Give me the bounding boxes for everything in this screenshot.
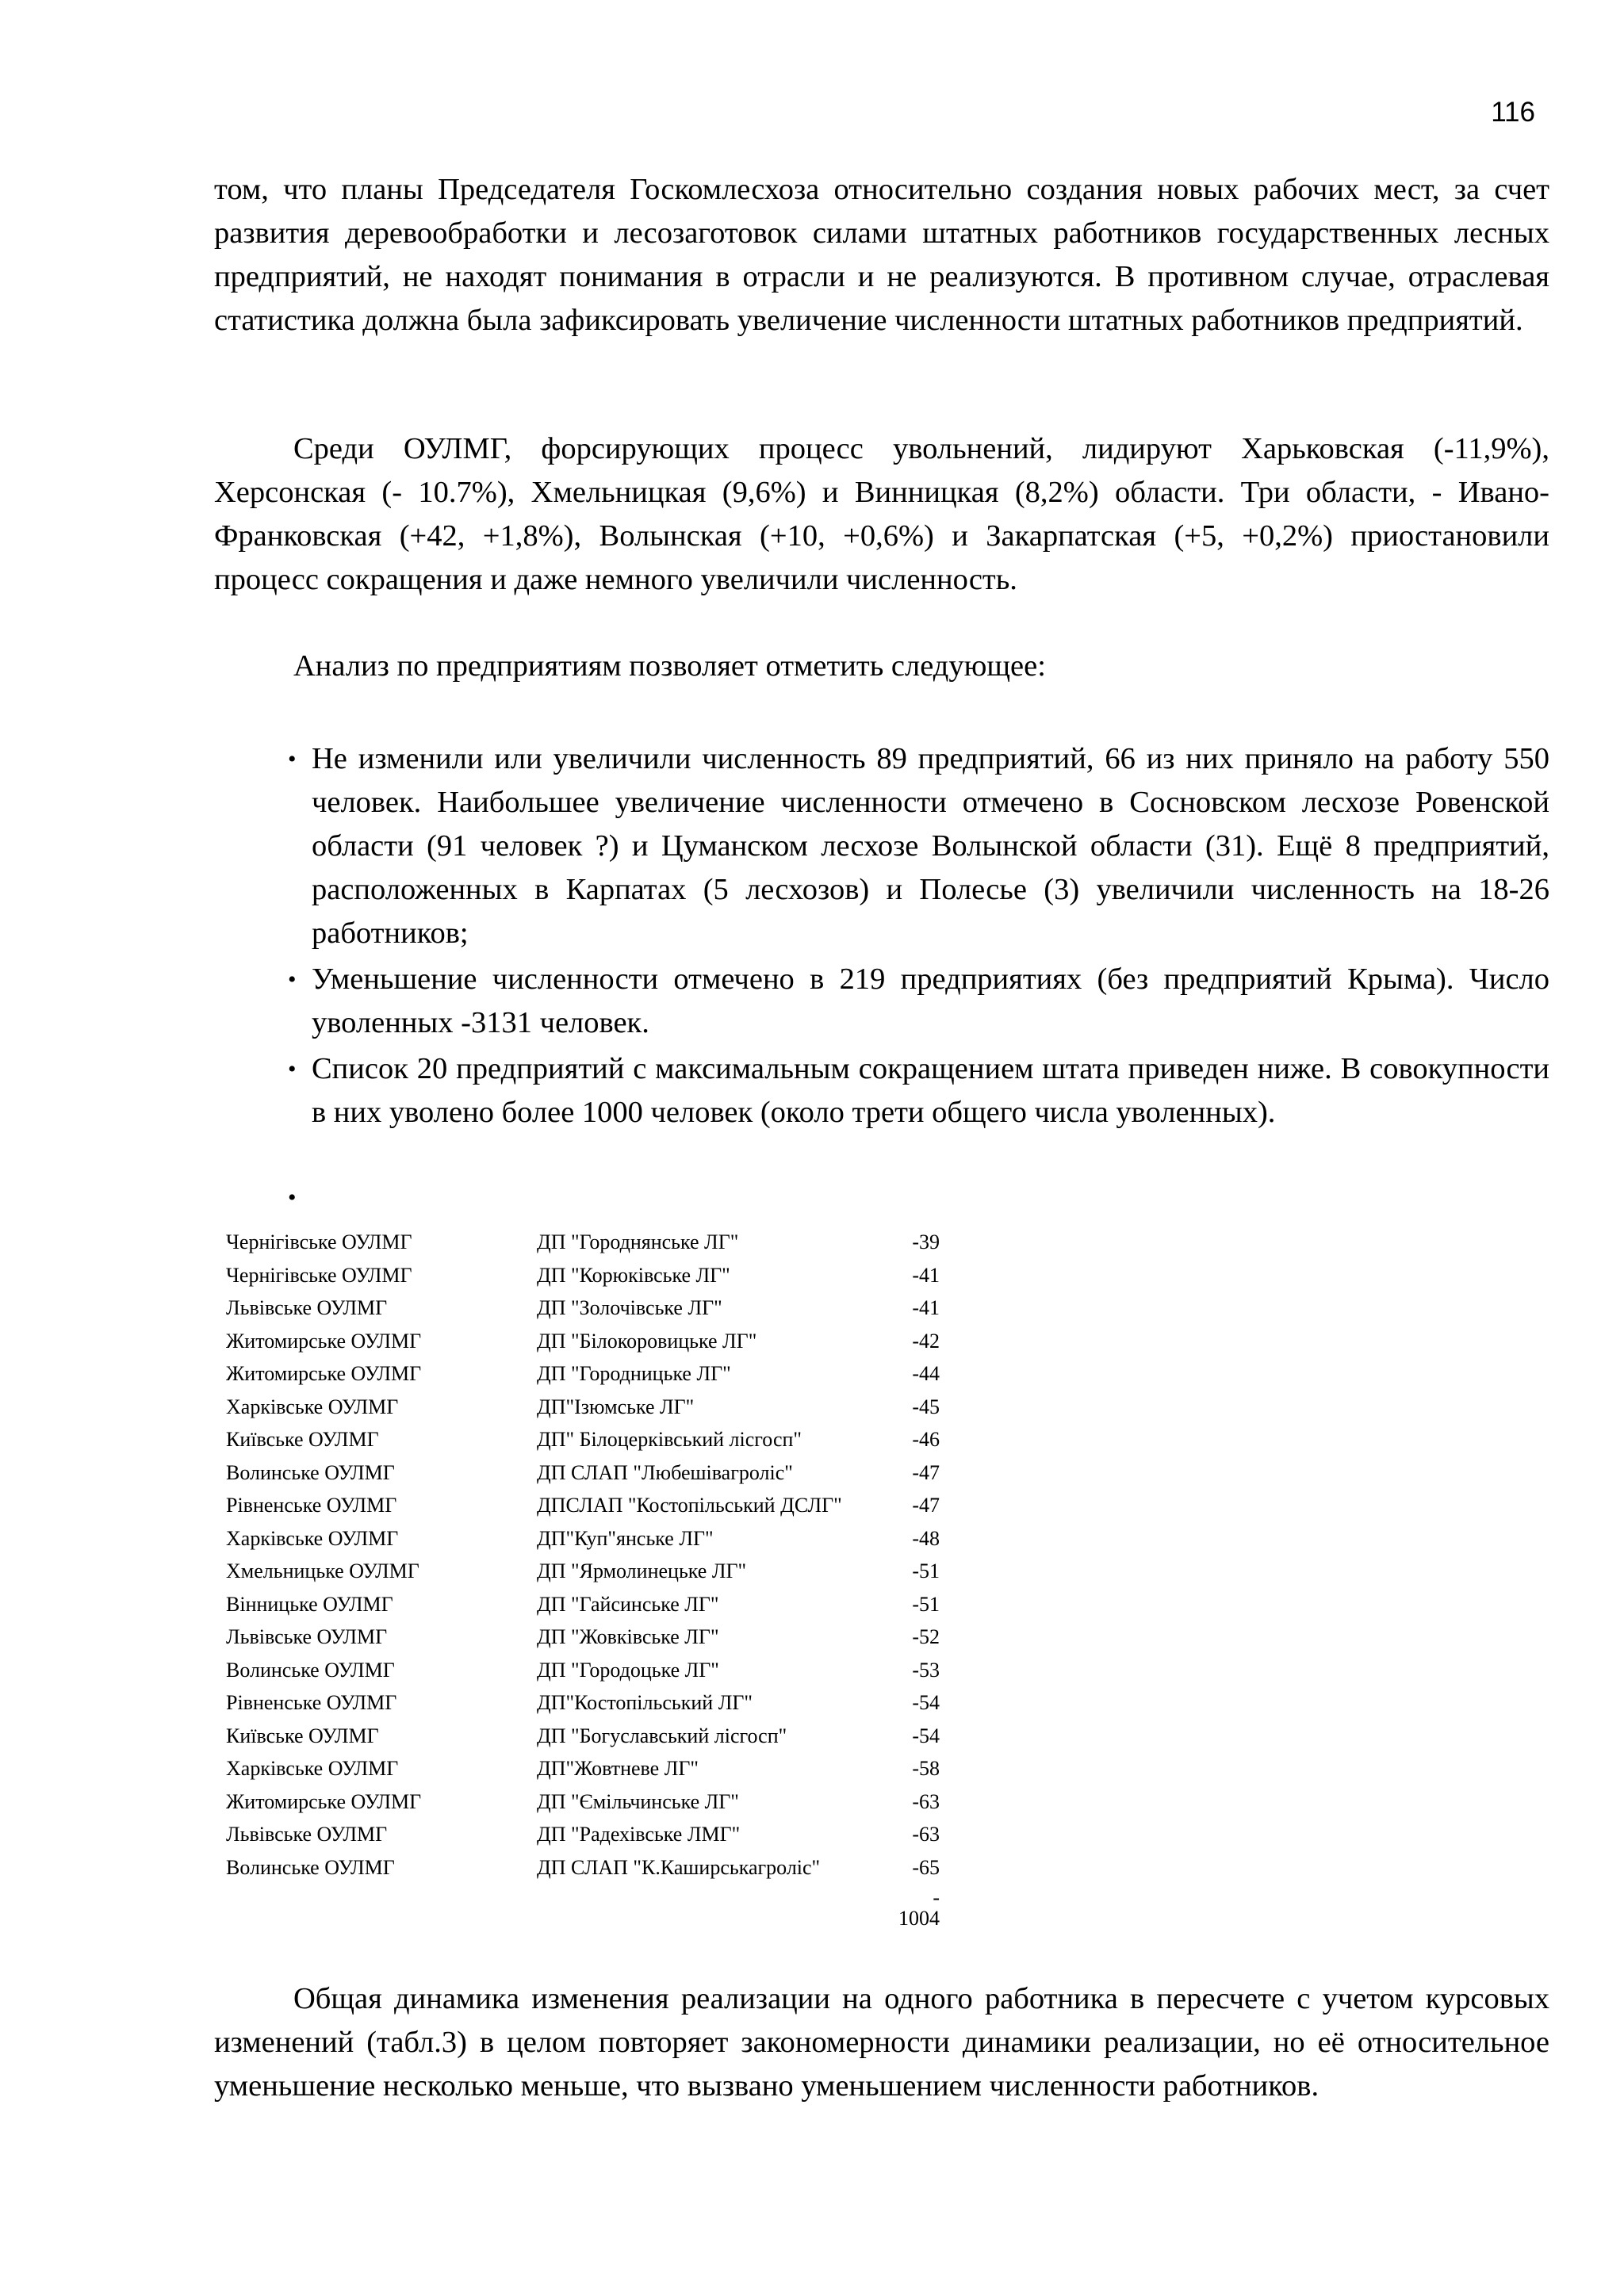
enterprise-cell: ДП" Білоцерківський лісгосп" — [537, 1428, 802, 1451]
region-cell: Київське ОУЛМГ — [226, 1724, 379, 1747]
value-cell: -51 — [912, 1592, 940, 1616]
region-cell: Чернігівське ОУЛМГ — [226, 1230, 412, 1253]
enterprise-cell: ДП "Ярмолинецьке ЛГ" — [537, 1559, 747, 1582]
bullet-text: Список 20 предприятий с максимальным сокращением штата приведен ниже. В совокупности в них уволено более 1000 человек (около трети общего числа уволенных). — [312, 1052, 1549, 1129]
enterprise-cell: ДП "Білокоровицьке ЛГ" — [537, 1329, 757, 1353]
value-cell: -47 — [912, 1494, 940, 1517]
value-cell: -39 — [912, 1230, 940, 1253]
enterprise-cell: ДП "Городнянське ЛГ" — [537, 1230, 739, 1253]
region-cell: Київське ОУЛМГ — [226, 1428, 379, 1451]
table-row — [226, 1259, 940, 1292]
table-row — [226, 1588, 940, 1621]
table-row — [226, 1818, 940, 1851]
region-cell: Харківське ОУЛМГ — [226, 1757, 399, 1780]
paragraph-analysis-heading: Анализ по предприятиям позволяет отметить следующее: — [293, 649, 1046, 683]
region-cell: Рівненське ОУЛМГ — [226, 1691, 397, 1714]
value-cell: -41 — [912, 1296, 940, 1319]
table-row — [226, 1785, 940, 1819]
bullet-icon: • — [288, 1056, 297, 1082]
paragraph-conclusion: Общая динамика изменения реализации на одного работника в пересчете с учетом курсовых изменений (табл.3) в целом повторяет закономерности динамики реализации, но её относительное уменьшение несколько меньше, что вызвано уменьшением численности работников. — [214, 1982, 1549, 2103]
value-cell: -63 — [912, 1789, 940, 1813]
region-cell: Хмельницьке ОУЛМГ — [226, 1559, 419, 1582]
value-cell: -45 — [912, 1395, 940, 1418]
enterprise-cell: ДП"Ізюмське ЛГ" — [537, 1395, 695, 1418]
bullet-icon: • — [288, 966, 297, 993]
table-row — [226, 1720, 940, 1753]
enterprise-cell: ДП"Костопільський ЛГ" — [537, 1691, 753, 1714]
bullet-icon: • — [288, 746, 297, 772]
value-cell: -58 — [912, 1757, 940, 1780]
table-row — [226, 1522, 940, 1556]
total-row — [226, 1884, 940, 1931]
region-cell: Вінницьке ОУЛМГ — [226, 1592, 393, 1616]
value-cell: -47 — [912, 1460, 940, 1484]
bullet-item — [288, 958, 1549, 1045]
total-sign: - — [933, 1886, 940, 1909]
region-cell: Житомирське ОУЛМГ — [226, 1329, 422, 1353]
value-cell: -53 — [912, 1658, 940, 1682]
bullet-text: Уменьшение численности отмечено в 219 предприятиях (без предприятий Крыма). Число уволенных -3131 человек. — [312, 962, 1549, 1039]
value-cell: -46 — [912, 1428, 940, 1451]
table-row — [226, 1357, 940, 1391]
region-cell: Житомирське ОУЛМГ — [226, 1362, 422, 1385]
region-cell: Волинське ОУЛМГ — [226, 1658, 395, 1682]
bullet-item — [288, 1047, 1549, 1135]
table-row — [226, 1423, 940, 1456]
enterprise-cell: ДП "Гайсинське ЛГ" — [537, 1592, 719, 1616]
value-cell: -44 — [912, 1362, 940, 1385]
region-cell: Львівське ОУЛМГ — [226, 1625, 388, 1648]
bullet-item — [288, 737, 1549, 955]
value-cell: -48 — [912, 1526, 940, 1550]
region-cell: Харківське ОУЛМГ — [226, 1526, 399, 1550]
bullet-text: Не изменили или увеличили численность 89 предприятий, 66 из них приняло на работу 550 человек. Наибольшее увеличение численности отмечено в Сосновском лесхозе Ровенской области (91 человек ?) и Цуманском лесхозе Волынской области (31). Ещё 8 предприятий, расположенных в Карпатах (5 лесхозов) и Полесье (3) увеличили численность на 18-26 работников; — [312, 742, 1549, 950]
value-cell: -41 — [912, 1263, 940, 1287]
paragraph-intro: том, что планы Председателя Госкомлесхоза относительно создания новых рабочих мест, за счет развития деревообработки и лесозаготовок силами штатных работников государственных лесных предприятий, не находят понимания в отрасли и не реализуются. В противном случае, отраслевая статистика должна была зафиксировать увеличение численности штатных работников предприятий. — [214, 173, 1549, 337]
enterprise-cell: ДП СЛАП "К.Каширськагроліс" — [537, 1855, 821, 1879]
page-number: 116 — [1491, 97, 1535, 128]
enterprise-cell: ДП"Жовтневе ЛГ" — [537, 1757, 699, 1780]
region-cell: Рівненське ОУЛМГ — [226, 1494, 397, 1517]
value-cell: -54 — [912, 1724, 940, 1747]
table-row — [226, 1456, 940, 1490]
value-cell: -65 — [912, 1855, 940, 1879]
table-row — [226, 1752, 940, 1785]
region-cell: Харківське ОУЛМГ — [226, 1395, 399, 1418]
paragraph-regions: Среди ОУЛМГ, форсирующих процесс увольнений, лидируют Харьковская (-11,9%), Херсонская (- 10.7%), Хмельницкая (9,6%) и Винницкая (8,2%) области. Три области, - Ивано-Франковская (+42, +1,8%), Волынская (+10, +0,6%) и Закарпатская (+5, +0,2%) приостановили процесс сокращения и даже немного увеличили численность. — [214, 432, 1549, 596]
region-cell: Волинське ОУЛМГ — [226, 1460, 395, 1484]
enterprise-cell: ДП "Городоцьке ЛГ" — [537, 1658, 719, 1682]
enterprise-cell: ДП "Богуславський лісгосп" — [537, 1724, 787, 1747]
enterprise-cell: ДП "Радехівське ЛМГ" — [537, 1823, 741, 1846]
enterprise-cell: ДП СЛАП "Любешівагроліс" — [537, 1460, 793, 1484]
region-cell: Чернігівське ОУЛМГ — [226, 1263, 412, 1287]
total-value: 1004 — [898, 1907, 940, 1930]
table-row — [226, 1391, 940, 1424]
table-row — [226, 1325, 940, 1358]
region-cell: Львівське ОУЛМГ — [226, 1296, 388, 1319]
enterprise-cell: ДП "Городницьке ЛГ" — [537, 1362, 731, 1385]
region-cell: Львівське ОУЛМГ — [226, 1823, 388, 1846]
value-cell: -51 — [912, 1559, 940, 1582]
table-row — [226, 1851, 940, 1885]
value-cell: -52 — [912, 1625, 940, 1648]
enterprise-cell: ДПСЛАП "Костопільський ДСЛГ" — [537, 1494, 842, 1517]
table-row — [226, 1489, 940, 1522]
value-cell: -54 — [912, 1691, 940, 1714]
table-row — [226, 1654, 940, 1687]
value-cell: -42 — [912, 1329, 940, 1353]
table-row — [226, 1621, 940, 1654]
enterprise-cell: ДП "Ємільчинське ЛГ" — [537, 1789, 739, 1813]
staff-reduction-table — [226, 1226, 940, 1931]
enterprise-cell: ДП "Золочівське ЛГ" — [537, 1296, 722, 1319]
enterprise-cell: ДП "Жовківське ЛГ" — [537, 1625, 719, 1648]
table-row — [226, 1292, 940, 1325]
table-row — [226, 1555, 940, 1588]
region-cell: Волинське ОУЛМГ — [226, 1855, 395, 1879]
table-row — [226, 1686, 940, 1720]
value-cell: -63 — [912, 1823, 940, 1846]
bullet-list — [288, 737, 1549, 1137]
region-cell: Житомирське ОУЛМГ — [226, 1789, 422, 1813]
enterprise-cell: ДП "Корюківське ЛГ" — [537, 1263, 730, 1287]
empty-bullet-icon: • — [288, 1184, 297, 1211]
table-row — [226, 1226, 940, 1259]
enterprise-cell: ДП"Куп"янське ЛГ" — [537, 1526, 714, 1550]
